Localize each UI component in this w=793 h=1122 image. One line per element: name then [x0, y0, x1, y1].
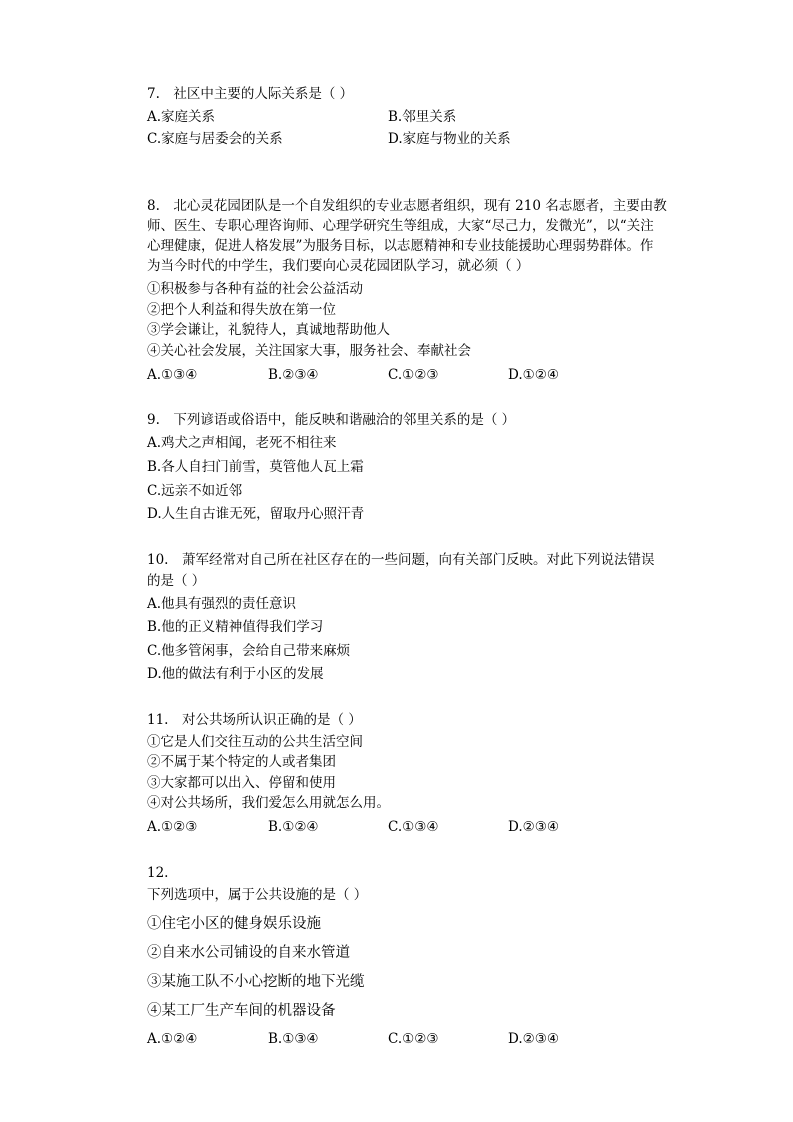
option-d: D.他的做法有利于小区的发展: [147, 666, 324, 682]
option-a: A.家庭关系: [147, 109, 216, 125]
statement-item: ④关心社会发展，关注国家大事，服务社会、奉献社会: [147, 343, 471, 359]
statement-item: ③大家都可以出入、停留和使用: [147, 775, 336, 791]
option-d: D.②③④: [508, 819, 559, 835]
option-c: C.①③④: [388, 819, 439, 835]
statement-item: ②不属于某个特定的人或者集团: [147, 754, 336, 770]
question-stem-line: 的是（ ）: [147, 573, 206, 589]
option-d: D.①②④: [508, 367, 559, 383]
option-d: D.人生自古谁无死，留取丹心照汗青: [147, 506, 365, 522]
statement-item: ①积极参与各种有益的社会公益活动: [147, 281, 363, 297]
statement-item: ②把个人利益和得失放在第一位: [147, 302, 336, 318]
option-c: C.远亲不如近邻: [147, 483, 243, 499]
statement-item: ④对公共场所，我们爱怎么用就怎么用。: [147, 795, 390, 811]
option-a: A.鸡犬之声相闻，老死不相往来: [147, 435, 337, 451]
statement-item: ②自来水公司铺设的自来水管道: [147, 945, 350, 961]
option-c: C.①②③: [388, 367, 439, 383]
option-b: B.②③④: [268, 367, 319, 383]
option-c: C.家庭与居委会的关系: [147, 131, 283, 147]
option-a: A.他具有强烈的责任意识: [147, 596, 297, 612]
option-b: B.①③④: [268, 1031, 319, 1047]
option-b: B.邻里关系: [388, 109, 457, 125]
option-d: D.家庭与物业的关系: [388, 131, 511, 147]
question-stem-line: 心理健康，促进人格发展”为服务目标，以志愿精神和专业技能援助心理弱势群体。作: [147, 238, 654, 254]
option-a: A.①③④: [147, 367, 198, 383]
question-stem-line: 10. 萧军经常对自己所在社区存在的一些问题，向有关部门反映。对此下列说法错误: [147, 552, 655, 568]
statement-item: ③学会谦让，礼貌待人，真诚地帮助他人: [147, 322, 390, 338]
statement-item: ④某工厂生产车间的机器设备: [147, 1003, 336, 1019]
option-b: B.他的正义精神值得我们学习: [147, 619, 324, 635]
option-d: D.②③④: [508, 1031, 559, 1047]
question-stem: 下列选项中，属于公共设施的是（ ）: [147, 887, 368, 903]
statement-item: ③某施工队不小心挖断的地下光缆: [147, 974, 365, 990]
question-stem: 9. 下列谚语或俗语中，能反映和谐融洽的邻里关系的是（ ）: [147, 412, 516, 428]
question-stem-line: 师、医生、专职心理咨询师、心理学研究生等组成，大家“尽己力，发微光”，以“关注: [147, 218, 654, 234]
question-stem-line: 8. 北心灵花园团队是一个自发组织的专业志愿者组织，现有 210 名志愿者，主要由教: [147, 198, 667, 214]
option-b: B.①②④: [268, 819, 319, 835]
option-b: B.各人自扫门前雪，莫管他人瓦上霜: [147, 459, 364, 475]
statement-item: ①它是人们交往互动的公共生活空间: [147, 734, 363, 750]
question-stem: 11. 对公共场所认识正确的是（ ）: [147, 712, 362, 728]
option-a: A.①②③: [147, 819, 198, 835]
question-number: 12.: [147, 865, 169, 881]
question-stem-line: 为当今时代的中学生，我们要向心灵花园团队学习，就必须（ ）: [147, 258, 530, 274]
option-a: A.①②④: [147, 1031, 198, 1047]
option-c: C.他多管闲事，会给自己带来麻烦: [147, 643, 351, 659]
option-c: C.①②③: [388, 1031, 439, 1047]
statement-item: ①住宅小区的健身娱乐设施: [147, 916, 321, 932]
question-stem: 7. 社区中主要的人际关系是（ ）: [147, 86, 354, 102]
